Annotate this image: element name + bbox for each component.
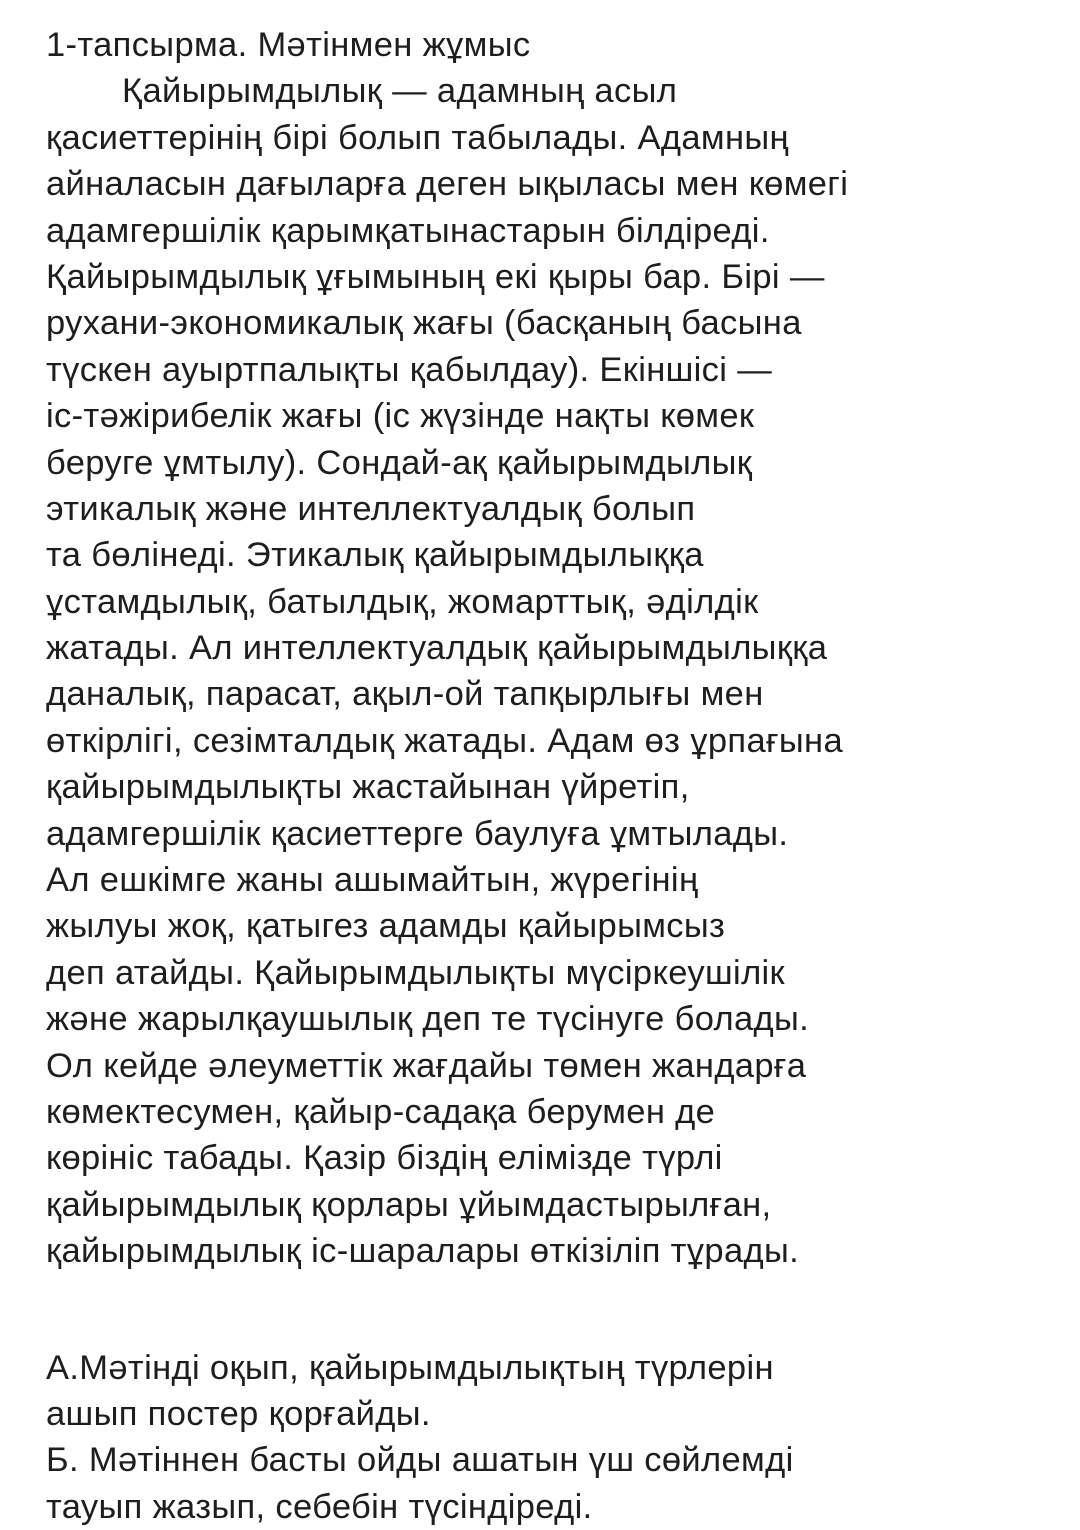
text-line: Қайырымдылық — адамның асыл — [122, 72, 678, 111]
text-line: адамгершілік қасиеттерге баулуға ұмтылады. — [46, 814, 789, 853]
text-line: деп атайды. Қайырымдылықты мүсіркеушілік — [46, 953, 786, 992]
question-line: А.Мәтінді оқып, қайырымдылықтың түрлерін — [46, 1348, 774, 1387]
text-line: жатады. Ал интеллектуалдық қайырымдылыққа — [46, 629, 828, 668]
question-line: Б. Мәтіннен басты ойды ашатын үш сөйлемді — [46, 1441, 794, 1480]
text-line: Қайырымдылық ұғымының екі қыры бар. Бірі — — [46, 257, 825, 296]
text-line: қайырымдылық іс-шаралары өткізіліп тұрады. — [46, 1232, 800, 1271]
text-line: түскен ауыртпалықты қабылдау). Екіншісі — — [46, 350, 773, 389]
text-line: айналасын дағыларға деген ықыласы мен көмегі — [46, 165, 849, 204]
text-line: қасиеттерінің бірі болып табылады. Адамның — [46, 118, 789, 157]
text-line: көрініс табады. Қазір біздің елімізде түрлі — [46, 1139, 723, 1178]
text-line: рухани-экономикалық жағы (басқаның басына — [46, 304, 802, 343]
text-line: ұстамдылық, батылдық, жомарттық, әділдік — [46, 582, 759, 621]
text-line: қайырымдылық қорлары ұйымдастырылған, — [46, 1185, 772, 1224]
text-line: көмектесумен, қайыр-садақа берумен де — [46, 1092, 716, 1131]
text-line: адамгершілік қарымқатынастарын білдіреді. — [46, 211, 770, 250]
text-line: іс-тәжірибелік жағы (іс жүзінде нақты көмек — [46, 397, 755, 436]
reading-text — [46, 68, 1066, 1274]
task-document — [46, 22, 1066, 1530]
question-line: ашып постер қорғайды. — [46, 1394, 431, 1433]
text-line: этикалық және интеллектуалдық болып — [46, 489, 696, 528]
text-line: та бөлінеді. Этикалық қайырымдылыққа — [46, 536, 704, 575]
text-line: және жарылқаушылық деп те түсінуге болады. — [46, 1000, 810, 1039]
text-line: Ол кейде әлеуметтік жағдайы төмен жандарға — [46, 1046, 807, 1085]
text-line: жылуы жоқ, қатыгез адамды қайырымсыз — [46, 907, 726, 946]
text-line: қайырымдылықты жастайынан үйретіп, — [46, 768, 690, 807]
text-line: Ал ешкімге жаны ашымайтын, жүрегінің — [46, 861, 699, 900]
task-heading: 1-тапсырма. Мәтінмен жұмыс — [46, 26, 531, 64]
paragraph-gap — [46, 1275, 1066, 1345]
text-line: даналық, парасат, ақыл-ой тапқырлығы мен — [46, 675, 764, 714]
question-line: тауып жазып, себебін түсіндіреді. — [46, 1487, 593, 1526]
question-b — [46, 1437, 1066, 1530]
text-line: өткірлігі, сезімталдық жатады. Адам өз ұрпағына — [46, 721, 843, 760]
question-a — [46, 1345, 1066, 1438]
text-line: беруге ұмтылу). Сондай-ақ қайырымдылық — [46, 443, 753, 482]
